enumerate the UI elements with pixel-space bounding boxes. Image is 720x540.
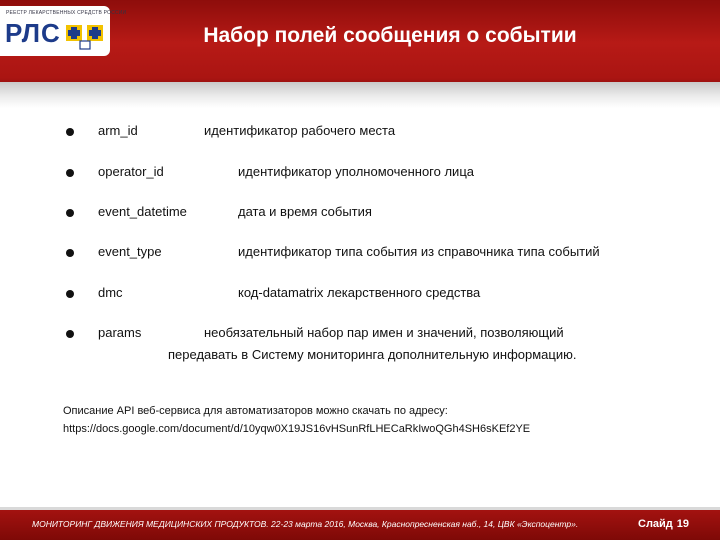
list-item (0, 163, 720, 183)
bullet-icon (66, 290, 74, 298)
field-name: operator_id (98, 164, 164, 179)
header-band (0, 82, 720, 108)
field-name: arm_id (98, 123, 138, 138)
list-item (0, 324, 720, 344)
bullet-icon (66, 209, 74, 217)
field-name: event_datetime (98, 204, 187, 219)
api-note: Описание API веб-сервиса для автоматизаторов можно скачать по адресу: (63, 405, 448, 417)
list-item (0, 243, 720, 263)
slide-label: Слайд (638, 518, 673, 530)
footer-bar (0, 510, 720, 540)
list-item (0, 203, 720, 223)
field-description-continuation: передавать в Систему мониторинга дополнительную информацию. (168, 347, 577, 362)
slide-number: 19 (676, 518, 690, 530)
footer-caption: МОНИТОРИНГ ДВИЖЕНИЯ МЕДИЦИНСКИХ ПРОДУКТОВ. 22-23 марта 2016, Москва, Краснопресненская наб., 14, ЦВК «Экспоцентр». (32, 519, 579, 529)
logo-text: РЛС (5, 18, 61, 48)
bullet-icon (66, 169, 74, 177)
field-description: идентификатор рабочего места (204, 123, 396, 138)
bullet-icon (66, 330, 74, 338)
field-description: код-datamatrix лекарственного средства (238, 285, 481, 300)
bullet-icon (66, 128, 74, 136)
field-name: event_type (98, 244, 162, 259)
field-description: идентификатор уполномоченного лица (238, 164, 474, 179)
logo (0, 6, 127, 56)
list-item (0, 284, 720, 304)
page-title: Набор полей сообщения о событии (203, 24, 577, 47)
logo-caption: РЕЕСТР ЛЕКАРСТВЕННЫХ СРЕДСТВ РОССИИ (6, 10, 127, 16)
field-description: идентификатор типа события из справочника типа событий (238, 244, 600, 259)
field-name: dmc (98, 285, 123, 300)
slide-number-label (638, 518, 689, 530)
field-name: params (98, 325, 142, 340)
list-item (0, 122, 720, 142)
bullet-icon (66, 249, 74, 257)
field-description: необязательный набор пар имен и значений, позволяющий (204, 325, 564, 340)
field-description: дата и время события (238, 204, 372, 219)
api-url-link[interactable]: https://docs.google.com/document/d/10yqw0X19JS16vHSunRfLHECaRkIwoQGh4SH6sKEf2YE (63, 423, 531, 435)
logo-crosses-icon (66, 16, 106, 50)
